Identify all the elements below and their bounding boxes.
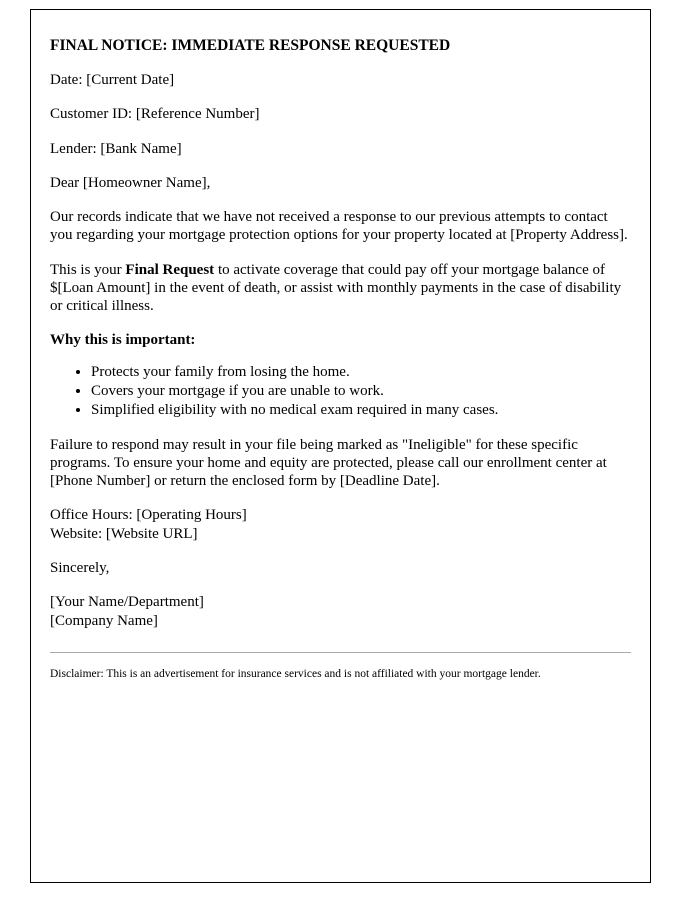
- benefit-item: • Simplified eligibility with no medical exam required in many cases.: [91, 401, 631, 419]
- benefits-list: [50, 363, 631, 420]
- benefit-item: • Covers your mortgage if you are unable to work.: [91, 382, 631, 400]
- website-line: Website: [Website URL]: [50, 525, 198, 542]
- date-line: Date: [Current Date]: [50, 72, 175, 88]
- salutation: Dear [Homeowner Name],: [50, 174, 211, 191]
- why-important-heading: Why this is important:: [50, 331, 196, 348]
- failure-paragraph: Failure to respond may result in your file being marked as "Ineligible" for these specific programs. To ensure your home and equity are protected, please call our enrollment center at [Phone Number] or return the enclosed form by [Deadline Date].: [50, 436, 607, 490]
- signature-name: [Your Name/Department]: [50, 594, 204, 611]
- final-request-text-after: to activate coverage that could pay off your mortgage balance of $[Loan Amount] in the event of death, or assist with monthly payments in the case of disability or critical illness.: [50, 261, 622, 315]
- lender-line: Lender: [Bank Name]: [50, 140, 182, 157]
- divider: [50, 652, 631, 653]
- disclaimer-text: Disclaimer: This is an advertisement for insurance services and is not affiliated with your mortgage lender.: [50, 667, 541, 680]
- closing: Sincerely,: [50, 560, 110, 577]
- contact-info-block: [50, 506, 631, 543]
- final-request-text-before: This is your: [50, 261, 126, 278]
- customer-id-line: Customer ID: [Reference Number]: [50, 106, 260, 123]
- final-request-bold: Final Request: [125, 261, 215, 278]
- letter-heading: FINAL NOTICE: IMMEDIATE RESPONSE REQUESTED: [50, 37, 451, 54]
- final-request-paragraph: [50, 261, 631, 316]
- office-hours-line: Office Hours: [Operating Hours]: [50, 507, 247, 524]
- signature-block: [50, 593, 631, 630]
- benefit-item: • Protects your family from losing the home.: [91, 363, 631, 381]
- intro-paragraph: Our records indicate that we have not received a response to our previous attempts to contact you regarding your mortgage protection options for your property located at [Property Address].: [50, 209, 628, 244]
- letter-page: [30, 9, 651, 883]
- signature-company: [Company Name]: [50, 612, 158, 629]
